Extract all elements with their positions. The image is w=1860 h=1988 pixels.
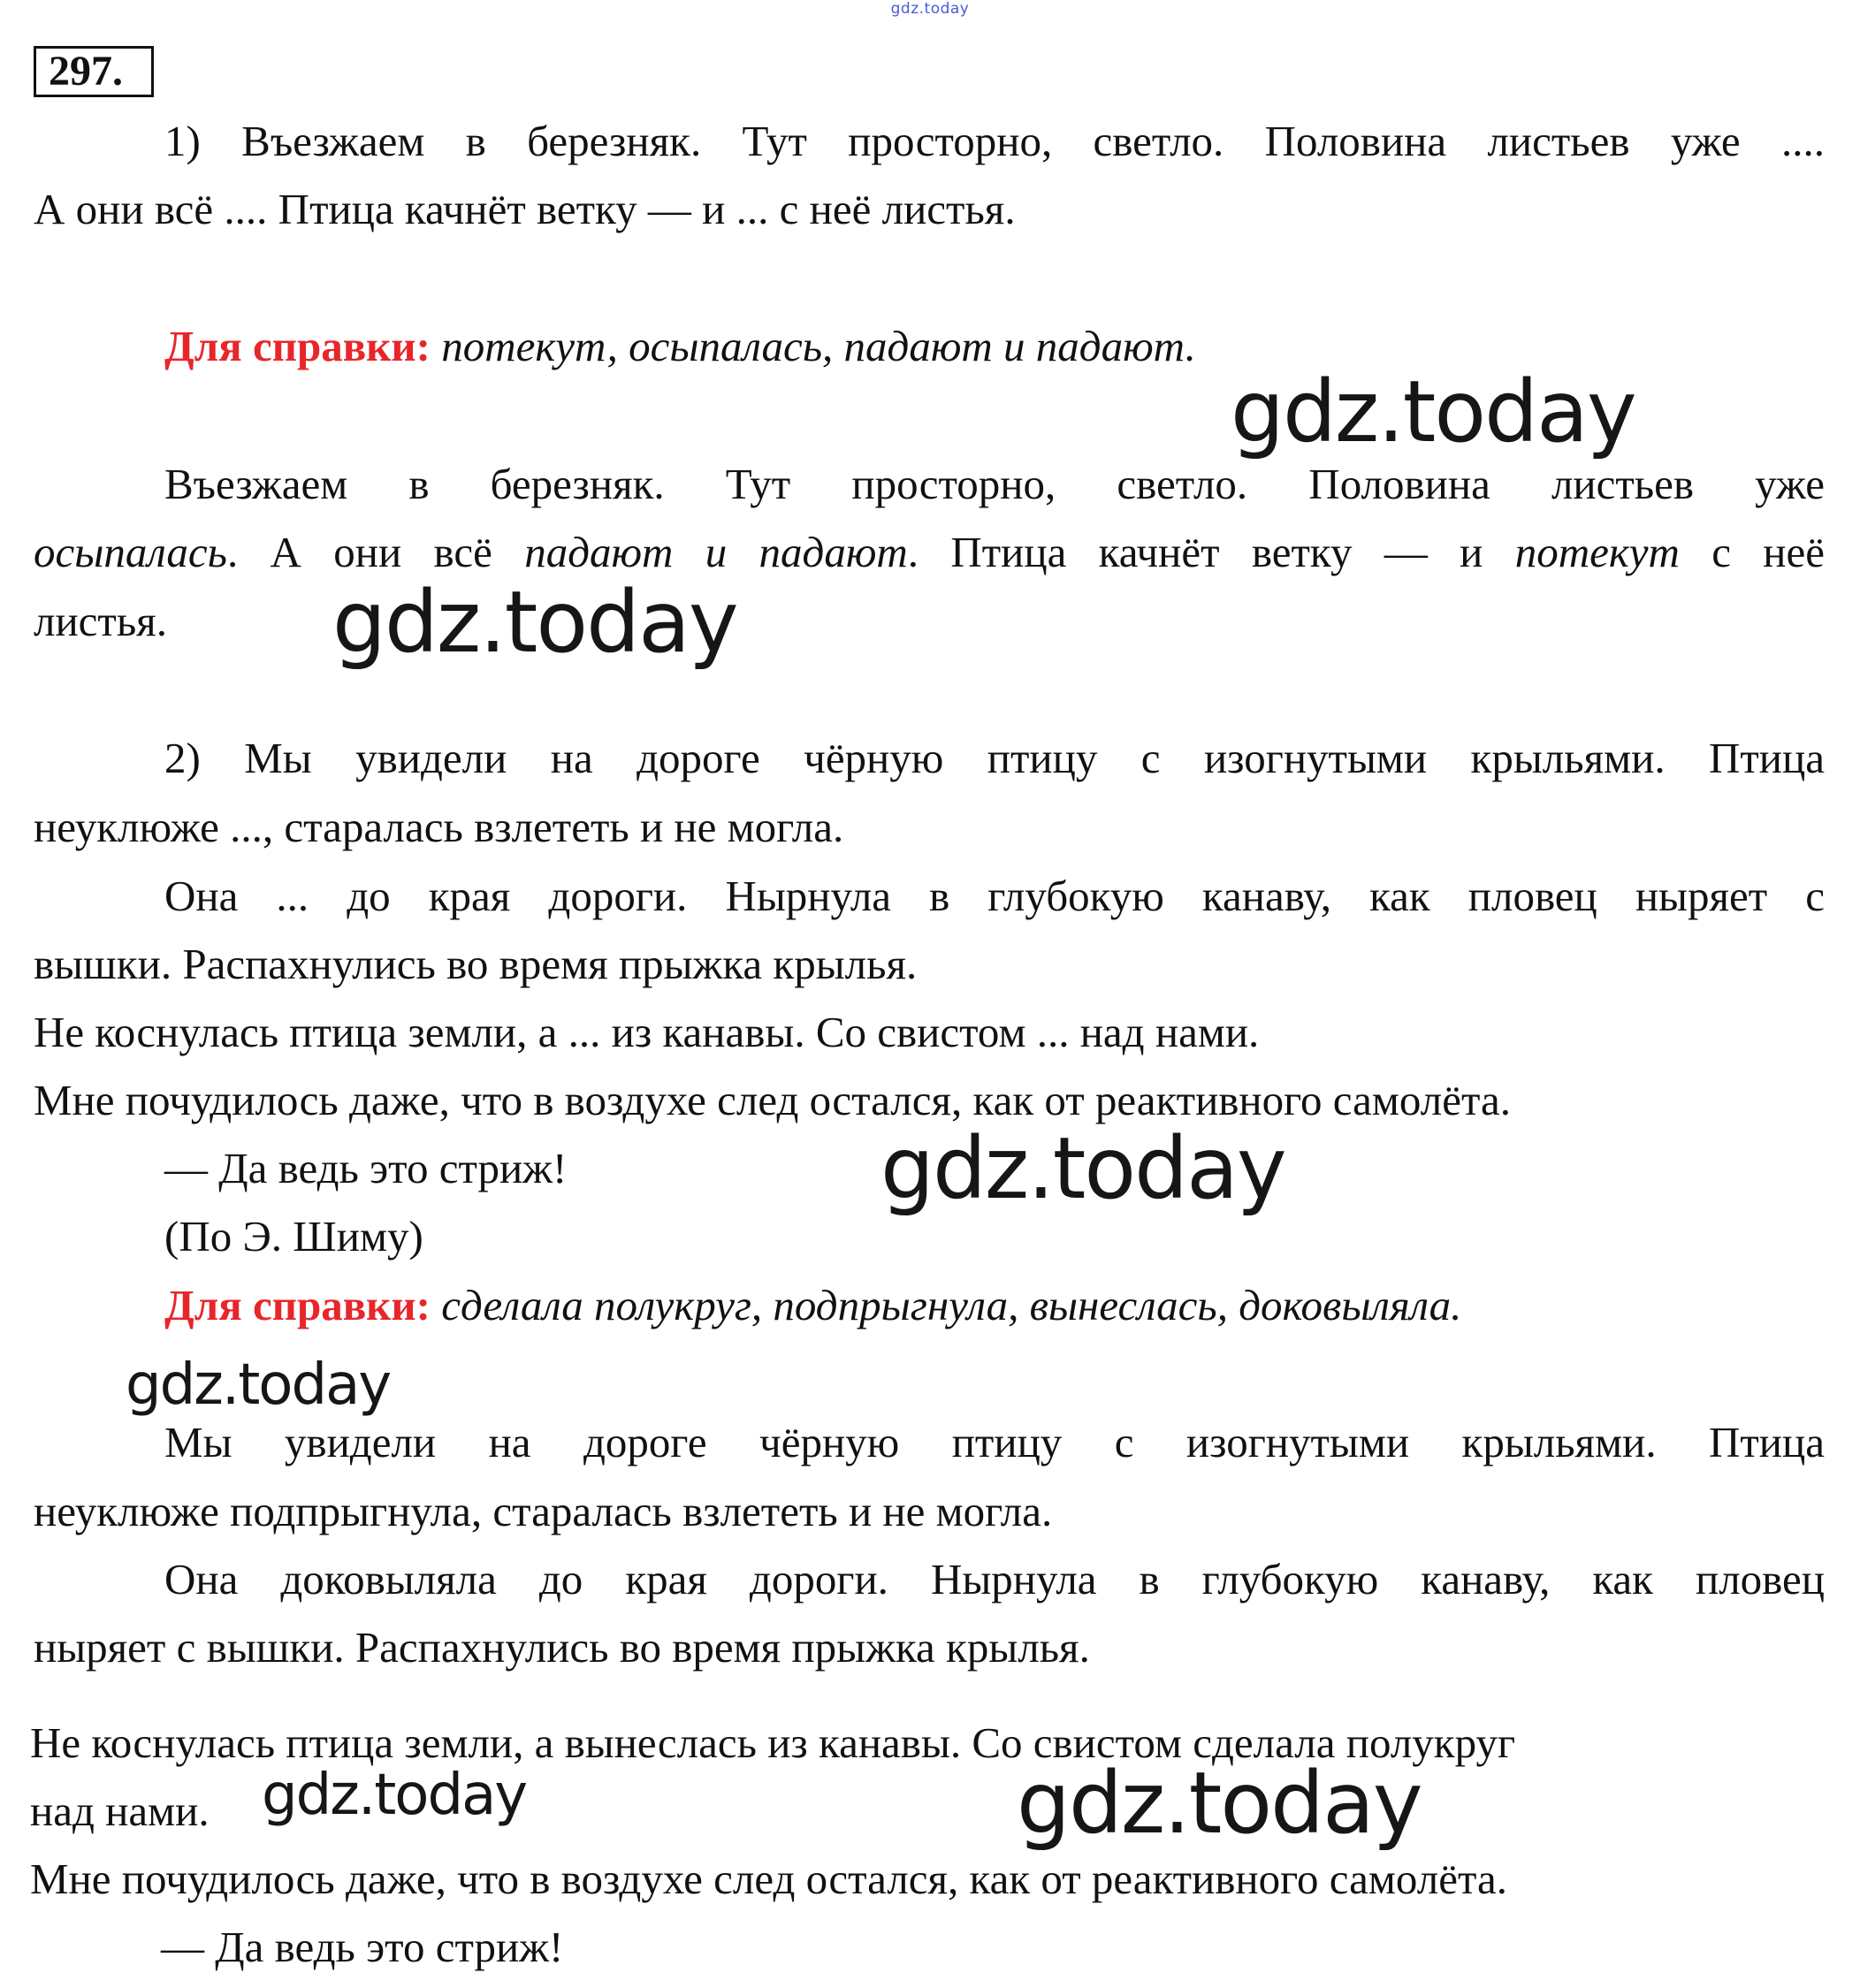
top-watermark: gdz.today [890,0,970,18]
answer2-line-2: неуклюже подпрыгнула, старалась взлететь и не могла. [34,1487,1053,1535]
answer2-line-3: Она доковыляла до края дороги. Нырнула в глубокую канаву, как пловец [164,1555,1825,1603]
watermark: gdz.today [1231,362,1635,461]
part2-task-line-4: вышки. Распахнулись во время прыжка крылья. [34,940,918,988]
part1-task-line-1: 1) Въезжаем в березняк. Тут просторно, светло. Половина листьев уже .... [164,117,1825,165]
watermark: gdz.today [126,1352,391,1418]
part2-task-line-6: Мне почудилось даже, что в воздухе след остался, как от реактивного самолёта. [34,1076,1511,1124]
hint-1-words: потекут, осыпалась, падают и падают. [441,322,1196,370]
part2-task-line-1: 2) Мы увидели на дороге чёрную птицу с изогнутыми крыльями. Птица [164,734,1825,782]
hint-1-label: Для справки: [164,322,431,370]
answer2-line-8: — Да ведь это стриж! [161,1923,564,1971]
part1-task-line-2: А они всё .... Птица качнёт ветку — и ... с неё листья. [34,185,1016,233]
watermark: gdz.today [332,573,737,672]
answer2-line-6: над нами. [30,1786,210,1835]
answer1-word-1: осыпалась [34,528,227,576]
answer2-line-4: ныряет с вышки. Распахнулись во время прыжка крылья. [34,1623,1090,1672]
answer1-line-1: Въезжаем в березняк. Тут просторно, светло. Половина листьев уже [164,460,1825,508]
hint-2-label: Для справки: [164,1281,431,1329]
watermark: gdz.today [880,1119,1285,1218]
part2-task-line-2: неуклюже ..., старалась взлететь и не могла. [34,803,844,851]
answer1-word-3: потекут [1514,528,1680,576]
answer1-line-3: листья. [34,597,167,645]
part2-task-line-3: Она ... до края дороги. Нырнула в глубокую канаву, как пловец ныряет с [164,872,1825,920]
part2-source: (По Э. Шиму) [164,1212,423,1261]
part2-task-line-7: — Да ведь это стриж! [164,1144,568,1192]
answer1-word-2: падают и падают [524,528,908,576]
answer2-line-1: Мы увидели на дороге чёрную птицу с изогнутыми крыльями. Птица [164,1418,1825,1466]
answer2-line-7: Мне почудилось даже, что в воздухе след остался, как от реактивного самолёта. [30,1855,1507,1903]
hint-2-words: сделала полукруг, подпрыгнула, вынеслась, доковыляла. [441,1281,1462,1329]
exercise-number: 297. [34,46,154,97]
watermark: gdz.today [1017,1754,1422,1853]
answer2-line-5: Не коснулась птица земли, а вынеслась из канавы. Со свистом сделала полукруг [30,1718,1516,1767]
part2-task-line-5: Не коснулась птица земли, а ... из канавы. Со свистом ... над нами. [34,1008,1260,1056]
answer1-line-2: осыпалась. А они всё падают и падают. Птица качнёт ветку — и потекут с неё [34,528,1826,576]
hint-2 [34,1279,1825,1332]
watermark: gdz.today [262,1763,527,1828]
